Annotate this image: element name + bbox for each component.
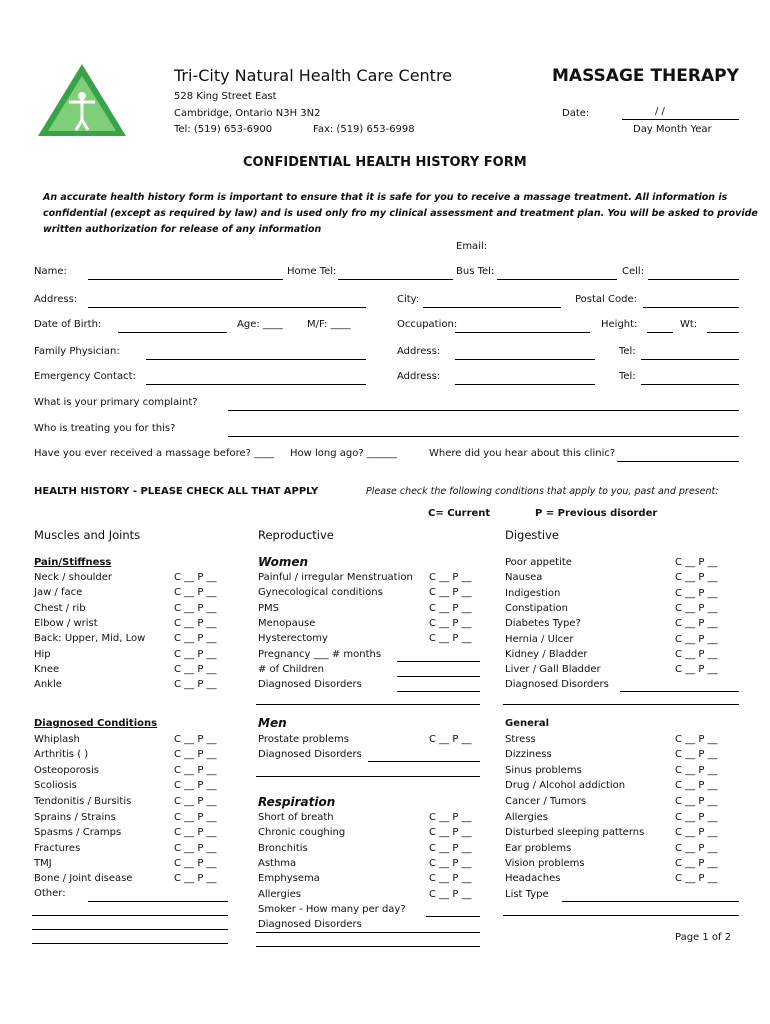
respiration-item-label: Short of breath <box>258 812 334 823</box>
children-field[interactable] <box>397 676 480 677</box>
pain-item-label: Hip <box>34 649 51 660</box>
digestive-cp-checkbox[interactable]: C __ P __ <box>675 588 718 599</box>
digestive-cp-checkbox[interactable]: C __ P __ <box>675 618 718 629</box>
diagnosed-condition-item-label: Osteoporosis <box>34 765 99 776</box>
pregnancy-label: Pregnancy ___ # months <box>258 649 382 660</box>
diagnosed-condition-item-label: Arthritis ( ) <box>34 749 89 760</box>
form-title: CONFIDENTIAL HEALTH HISTORY FORM <box>243 155 527 170</box>
physician-field[interactable] <box>146 359 366 360</box>
respiration-cp-checkbox[interactable]: C __ P __ <box>429 827 472 838</box>
diagnosed-condition-item-label: Bone / Joint disease <box>34 873 133 884</box>
emergency-field[interactable] <box>146 384 366 385</box>
pain-cp-checkbox[interactable]: C __ P __ <box>174 587 217 598</box>
respiration-cp-checkbox[interactable]: C __ P __ <box>429 843 472 854</box>
email-label: Email: <box>456 241 488 252</box>
women-cp-checkbox[interactable]: C __ P __ <box>429 572 472 583</box>
diagnosed-conditions-heading: Diagnosed Conditions <box>34 718 158 729</box>
digestive-item-label: Nausea <box>505 572 543 583</box>
wt-field[interactable] <box>707 332 739 333</box>
diagnosed-condition-cp-checkbox[interactable]: C __ P __ <box>174 796 217 807</box>
complaint-field[interactable] <box>228 410 739 411</box>
cell-field[interactable] <box>648 279 739 280</box>
how-long-field[interactable]: How long ago? ______ <box>290 448 397 459</box>
city-field[interactable] <box>423 307 561 308</box>
cell-label: Cell: <box>622 266 645 277</box>
emergency-tel-field[interactable] <box>641 384 739 385</box>
other-label: Other: <box>34 888 66 899</box>
address-field[interactable] <box>88 307 366 308</box>
men-diagnosed-field-1[interactable] <box>368 761 480 762</box>
address-label: Address: <box>34 294 78 305</box>
smoker-label: Smoker - How many per day? <box>258 904 406 915</box>
muscles-heading: Muscles and Joints <box>34 528 141 542</box>
list-type-field-2[interactable] <box>503 915 739 916</box>
general-item-label: Disturbed sleeping patterns <box>505 827 645 838</box>
general-item-label: Headaches <box>505 873 561 884</box>
clinic-tel: Tel: (519) 653-6900 <box>174 124 273 135</box>
respiration-cp-checkbox[interactable]: C __ P __ <box>429 858 472 869</box>
physician-address-field[interactable] <box>455 359 595 360</box>
intro-line2: confidential (except as required by law) and is used only fro my clinical assessment and treatment plan. You will be asked to provide <box>43 208 758 219</box>
home-tel-field[interactable] <box>338 279 453 280</box>
general-cp-checkbox[interactable]: C __ P __ <box>675 765 718 776</box>
page-number: Page 1 of 2 <box>675 932 732 943</box>
digestive-item-label: Poor appetite <box>505 557 572 568</box>
general-item-label: Sinus problems <box>505 765 582 776</box>
general-cp-checkbox[interactable]: C __ P __ <box>675 812 718 823</box>
women-item-label: Hysterectomy <box>258 633 328 644</box>
home-tel-label: Home Tel: <box>287 266 337 277</box>
women-cp-checkbox[interactable]: C __ P __ <box>429 633 472 644</box>
respiration-item-label: Emphysema <box>258 873 320 884</box>
men-diagnosed-field-2[interactable] <box>256 776 480 777</box>
digestive-cp-checkbox[interactable]: C __ P __ <box>675 557 718 568</box>
pregnancy-field[interactable] <box>397 661 480 662</box>
date-parts: Day Month Year <box>633 124 712 135</box>
wt-label: Wt: <box>680 319 698 330</box>
general-cp-checkbox[interactable]: C __ P __ <box>675 827 718 838</box>
list-type-label: List Type <box>505 889 549 900</box>
pain-cp-checkbox[interactable]: C __ P __ <box>174 664 217 675</box>
children-label: # of Children <box>258 664 324 675</box>
received-massage-field[interactable]: Have you ever received a massage before? ____ <box>34 448 275 459</box>
reproductive-heading: Reproductive <box>258 528 334 542</box>
physician-tel-field[interactable] <box>641 359 739 360</box>
clinic-logo <box>36 62 128 138</box>
clinic-name: Tri-City Natural Health Care Centre <box>174 66 453 85</box>
emergency-tel-label: Tel: <box>619 371 636 382</box>
pain-cp-checkbox[interactable]: C __ P __ <box>174 618 217 629</box>
hear-field[interactable] <box>617 461 739 462</box>
pain-stiffness-heading: Pain/Stiffness <box>34 557 112 568</box>
emergency-address-label: Address: <box>397 371 441 382</box>
clinic-fax: Fax: (519) 653-6998 <box>313 124 415 135</box>
digestive-diagnosed-label: Diagnosed Disorders <box>505 679 609 690</box>
general-item-label: Allergies <box>505 812 548 823</box>
general-heading: General <box>505 718 549 729</box>
diagnosed-condition-item-label: Sprains / Strains <box>34 812 116 823</box>
pain-item-label: Neck / shoulder <box>34 572 113 583</box>
respiration-item-label: Chronic coughing <box>258 827 346 838</box>
digestive-item-label: Hernia / Ulcer <box>505 634 574 645</box>
occupation-field[interactable] <box>455 332 590 333</box>
women-diagnosed-label: Diagnosed Disorders <box>258 679 362 690</box>
general-item-label: Drug / Alcohol addiction <box>505 780 626 791</box>
digestive-item-label: Kidney / Bladder <box>505 649 588 660</box>
emergency-label: Emergency Contact: <box>34 371 136 382</box>
intro-line1: An accurate health history form is important to ensure that it is safe for you to receive a massage treatment. All information is <box>43 192 728 203</box>
diagnosed-condition-cp-checkbox[interactable]: C __ P __ <box>174 827 217 838</box>
women-cp-checkbox[interactable]: C __ P __ <box>429 618 472 629</box>
men-heading: Men <box>258 716 287 730</box>
other-field-2[interactable] <box>32 915 228 916</box>
bus-tel-label: Bus Tel: <box>456 266 495 277</box>
general-cp-checkbox[interactable]: C __ P __ <box>675 843 718 854</box>
digestive-cp-checkbox[interactable]: C __ P __ <box>675 572 718 583</box>
pain-cp-checkbox[interactable]: C __ P __ <box>174 603 217 614</box>
diagnosed-condition-cp-checkbox[interactable]: C __ P __ <box>174 843 217 854</box>
digestive-cp-checkbox[interactable]: C __ P __ <box>675 603 718 614</box>
other-field-4[interactable] <box>32 943 228 944</box>
physician-label: Family Physician: <box>34 346 120 357</box>
digestive-diagnosed-field-2[interactable] <box>503 704 739 705</box>
diagnosed-condition-item-label: Scoliosis <box>34 780 77 791</box>
general-item-label: Dizziness <box>505 749 552 760</box>
general-item-label: Stress <box>505 734 536 745</box>
date-label: Date: <box>562 108 590 119</box>
women-cp-checkbox[interactable]: C __ P __ <box>429 587 472 598</box>
treating-label: Who is treating you for this? <box>34 423 176 434</box>
health-instruction: Please check the following conditions that apply to you, past and present: <box>366 486 719 497</box>
date-slashes: / / <box>655 106 665 117</box>
diagnosed-condition-item-label: Spasms / Cramps <box>34 827 122 838</box>
diagnosed-condition-cp-checkbox[interactable]: C __ P __ <box>174 873 217 884</box>
pain-item-label: Chest / rib <box>34 603 86 614</box>
respiration-cp-checkbox[interactable]: C __ P __ <box>429 873 472 884</box>
women-item-label: Painful / irregular Menstruation <box>258 572 413 583</box>
physician-address-label: Address: <box>397 346 441 357</box>
legend-current: C= Current <box>428 508 491 519</box>
height-field[interactable] <box>647 332 673 333</box>
diagnosed-condition-item-label: Tendonitis / Bursitis <box>34 796 132 807</box>
health-history-heading: HEALTH HISTORY - PLEASE CHECK ALL THAT APPLY <box>34 486 319 497</box>
pain-item-label: Knee <box>34 664 60 675</box>
digestive-item-label: Constipation <box>505 603 568 614</box>
respiration-heading: Respiration <box>258 795 336 809</box>
general-cp-checkbox[interactable]: C __ P __ <box>675 858 718 869</box>
respiration-item-label: Allergies <box>258 889 301 900</box>
prostate-label: Prostate problems <box>258 734 349 745</box>
general-item-label: Ear problems <box>505 843 572 854</box>
smoker-field[interactable] <box>426 916 480 917</box>
address-line2: Cambridge, Ontario N3H 3N2 <box>174 108 321 119</box>
diagnosed-condition-item-label: Fractures <box>34 843 81 854</box>
pain-cp-checkbox[interactable]: C __ P __ <box>174 649 217 660</box>
pain-item-label: Jaw / face <box>34 587 83 598</box>
general-item-label: Vision problems <box>505 858 585 869</box>
digestive-item-label: Indigestion <box>505 588 561 599</box>
diagnosed-condition-cp-checkbox[interactable]: C __ P __ <box>174 858 217 869</box>
digestive-item-label: Liver / Gall Bladder <box>505 664 601 675</box>
age-field[interactable]: Age: ____ <box>237 319 283 330</box>
diagnosed-condition-cp-checkbox[interactable]: C __ P __ <box>174 749 217 760</box>
name-field[interactable] <box>88 279 283 280</box>
treating-field[interactable] <box>228 436 739 437</box>
pain-item-label: Elbow / wrist <box>34 618 98 629</box>
general-item-label: Cancer / Tumors <box>505 796 587 807</box>
resp-diagnosed-field-2[interactable] <box>256 946 480 947</box>
digestive-cp-checkbox[interactable]: C __ P __ <box>675 664 718 675</box>
postal-label: Postal Code: <box>575 294 637 305</box>
respiration-item-label: Asthma <box>258 858 297 869</box>
bus-tel-field[interactable] <box>497 279 617 280</box>
other-field-3[interactable] <box>32 929 228 930</box>
women-diagnosed-field-1[interactable] <box>397 691 480 692</box>
pain-item-label: Ankle <box>34 679 62 690</box>
name-label: Name: <box>34 266 67 277</box>
intro-line3: written authorization for release of any information <box>43 224 322 235</box>
resp-diagnosed-field-1[interactable] <box>256 932 480 933</box>
complaint-label: What is your primary complaint? <box>34 397 198 408</box>
general-cp-checkbox[interactable]: C __ P __ <box>675 796 718 807</box>
general-cp-checkbox[interactable]: C __ P __ <box>675 780 718 791</box>
women-heading: Women <box>258 555 309 569</box>
women-item-label: Gynecological conditions <box>258 587 383 598</box>
emergency-address-field[interactable] <box>455 384 595 385</box>
legend-previous: P = Previous disorder <box>535 508 658 519</box>
digestive-diagnosed-field-1[interactable] <box>620 691 739 692</box>
women-item-label: PMS <box>258 603 280 614</box>
digestive-cp-checkbox[interactable]: C __ P __ <box>675 634 718 645</box>
postal-field[interactable] <box>643 307 739 308</box>
dob-field[interactable] <box>118 332 227 333</box>
men-diagnosed-label: Diagnosed Disorders <box>258 749 362 760</box>
respiration-cp-checkbox[interactable]: C __ P __ <box>429 812 472 823</box>
city-label: City: <box>397 294 420 305</box>
general-cp-checkbox[interactable]: C __ P __ <box>675 873 718 884</box>
height-label: Height: <box>601 319 638 330</box>
other-field-1[interactable] <box>88 901 228 902</box>
hear-label: Where did you hear about this clinic? <box>429 448 616 459</box>
date-field[interactable] <box>622 119 739 120</box>
mf-field[interactable]: M/F: ____ <box>307 319 351 330</box>
general-cp-checkbox[interactable]: C __ P __ <box>675 734 718 745</box>
address-line1: 528 King Street East <box>174 91 277 102</box>
diagnosed-condition-item-label: TMJ <box>34 858 52 869</box>
dob-label: Date of Birth: <box>34 319 102 330</box>
women-cp-checkbox[interactable]: C __ P __ <box>429 603 472 614</box>
occupation-label: Occupation: <box>397 319 458 330</box>
diagnosed-condition-cp-checkbox[interactable]: C __ P __ <box>174 780 217 791</box>
pain-item-label: Back: Upper, Mid, Low <box>34 633 146 644</box>
physician-tel-label: Tel: <box>619 346 636 357</box>
pain-cp-checkbox[interactable]: C __ P __ <box>174 572 217 583</box>
prostate-cp[interactable]: C __ P __ <box>429 734 472 745</box>
digestive-item-label: Diabetes Type? <box>505 618 581 629</box>
list-type-field[interactable] <box>562 901 739 902</box>
digestive-heading: Digestive <box>505 528 560 542</box>
general-cp-checkbox[interactable]: C __ P __ <box>675 749 718 760</box>
diagnosed-condition-cp-checkbox[interactable]: C __ P __ <box>174 812 217 823</box>
resp-diagnosed-label: Diagnosed Disorders <box>258 919 362 930</box>
women-item-label: Menopause <box>258 618 316 629</box>
pain-cp-checkbox[interactable]: C __ P __ <box>174 679 217 690</box>
respiration-cp-checkbox[interactable]: C __ P __ <box>429 889 472 900</box>
pain-cp-checkbox[interactable]: C __ P __ <box>174 633 217 644</box>
digestive-cp-checkbox[interactable]: C __ P __ <box>675 649 718 660</box>
diagnosed-condition-item-label: Whiplash <box>34 734 80 745</box>
diagnosed-condition-cp-checkbox[interactable]: C __ P __ <box>174 765 217 776</box>
form-type: MASSAGE THERAPY <box>552 66 739 86</box>
women-diagnosed-field-2[interactable] <box>256 704 480 705</box>
respiration-item-label: Bronchitis <box>258 843 308 854</box>
diagnosed-condition-cp-checkbox[interactable]: C __ P __ <box>174 734 217 745</box>
